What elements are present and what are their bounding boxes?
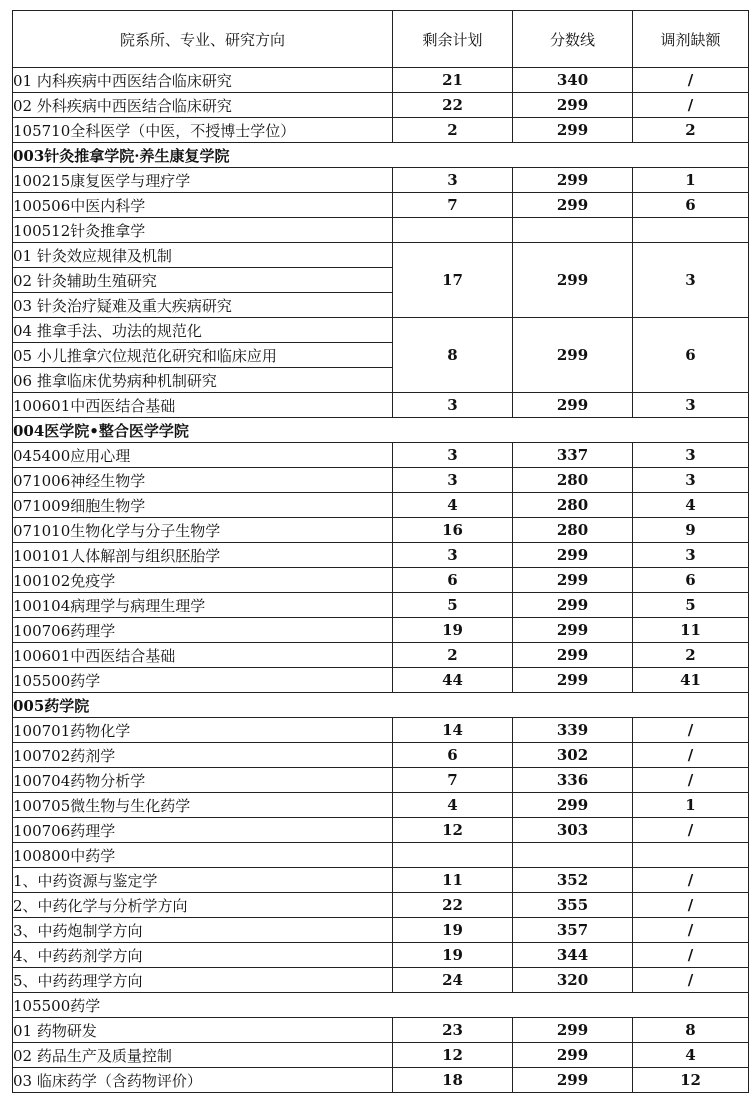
subject-header-row <box>13 993 749 1018</box>
plan-cell <box>393 218 513 243</box>
adjust-cell: 2 <box>633 118 749 143</box>
program-name: 02 药品生产及质量控制 <box>13 1043 393 1068</box>
program-name: 100101人体解剖与组织胚胎学 <box>13 543 393 568</box>
adjust-cell: 12 <box>633 1068 749 1093</box>
section-row <box>13 418 749 443</box>
program-name: 100215康复医学与理疗学 <box>13 168 393 193</box>
plan-cell: 11 <box>393 868 513 893</box>
score-cell: 280 <box>513 518 633 543</box>
table-row <box>13 968 749 993</box>
plan-cell: 4 <box>393 793 513 818</box>
plan-cell: 3 <box>393 443 513 468</box>
plan-cell: 6 <box>393 568 513 593</box>
plan-cell: 22 <box>393 893 513 918</box>
plan-cell: 19 <box>393 618 513 643</box>
plan-cell: 12 <box>393 818 513 843</box>
table-row <box>13 118 749 143</box>
plan-cell: 19 <box>393 918 513 943</box>
plan-cell <box>393 843 513 868</box>
table-row <box>13 718 749 743</box>
program-name: 100701药物化学 <box>13 718 393 743</box>
program-name: 4、中药药剂学方向 <box>13 943 393 968</box>
program-name: 100704药物分析学 <box>13 768 393 793</box>
plan-cell: 19 <box>393 943 513 968</box>
research-direction: 06 推拿临床优势病种机制研究 <box>13 368 393 393</box>
adjust-cell: / <box>633 968 749 993</box>
adjust-cell: 11 <box>633 618 749 643</box>
score-cell: 299 <box>513 393 633 418</box>
table-row <box>13 793 749 818</box>
section-row <box>13 143 749 168</box>
table-row <box>13 768 749 793</box>
adjust-cell: / <box>633 893 749 918</box>
score-cell: 280 <box>513 493 633 518</box>
plan-cell: 7 <box>393 193 513 218</box>
program-name: 071006神经生物学 <box>13 468 393 493</box>
table-row <box>13 493 749 518</box>
plan-cell: 44 <box>393 668 513 693</box>
table-row <box>13 1068 749 1093</box>
plan-cell: 14 <box>393 718 513 743</box>
table-row <box>13 868 749 893</box>
adjust-cell: 5 <box>633 593 749 618</box>
score-cell: 299 <box>513 318 633 393</box>
subject-header-row <box>13 218 749 243</box>
program-name: 03 临床药学（含药物评价） <box>13 1068 393 1093</box>
plan-cell: 3 <box>393 468 513 493</box>
program-name: 071010生物化学与分子生物学 <box>13 518 393 543</box>
research-direction: 03 针灸治疗疑难及重大疾病研究 <box>13 293 393 318</box>
score-cell: 320 <box>513 968 633 993</box>
program-name: 071009细胞生物学 <box>13 493 393 518</box>
score-cell: 344 <box>513 943 633 968</box>
col-header-adjust: 调剂缺额 <box>633 11 749 68</box>
program-name: 100706药理学 <box>13 818 393 843</box>
program-name: 100506中医内科学 <box>13 193 393 218</box>
program-name: 100705微生物与生化药学 <box>13 793 393 818</box>
plan-cell: 2 <box>393 643 513 668</box>
score-cell: 357 <box>513 918 633 943</box>
table-row <box>13 318 749 343</box>
plan-cell: 12 <box>393 1043 513 1068</box>
table-row <box>13 918 749 943</box>
adjust-cell: / <box>633 818 749 843</box>
table-row <box>13 443 749 468</box>
program-name: 105500药学 <box>13 668 393 693</box>
score-cell: 299 <box>513 243 633 318</box>
col-header-score: 分数线 <box>513 11 633 68</box>
adjust-cell: 41 <box>633 668 749 693</box>
program-name: 3、中药炮制学方向 <box>13 918 393 943</box>
adjust-cell: / <box>633 93 749 118</box>
adjust-cell: 3 <box>633 393 749 418</box>
section-title: 004医学院•整合医学学院 <box>13 418 749 443</box>
plan-cell: 21 <box>393 68 513 93</box>
adjust-cell: 3 <box>633 468 749 493</box>
table-row <box>13 593 749 618</box>
table-row <box>13 1018 749 1043</box>
plan-cell: 22 <box>393 93 513 118</box>
col-header-plan: 剩余计划 <box>393 11 513 68</box>
score-cell <box>513 218 633 243</box>
subject-header-row <box>13 843 749 868</box>
table-row <box>13 518 749 543</box>
research-direction: 02 针灸辅助生殖研究 <box>13 268 393 293</box>
plan-cell: 23 <box>393 1018 513 1043</box>
adjust-cell: / <box>633 918 749 943</box>
score-cell: 299 <box>513 1068 633 1093</box>
header-row <box>13 11 749 68</box>
adjust-cell: 4 <box>633 493 749 518</box>
program-name: 045400应用心理 <box>13 443 393 468</box>
score-cell: 336 <box>513 768 633 793</box>
adjust-cell <box>633 218 749 243</box>
score-cell: 299 <box>513 1043 633 1068</box>
score-cell: 299 <box>513 593 633 618</box>
subject-title: 100800中药学 <box>13 843 393 868</box>
adjust-cell: 1 <box>633 168 749 193</box>
score-cell: 340 <box>513 68 633 93</box>
score-cell <box>513 843 633 868</box>
adjust-cell: / <box>633 68 749 93</box>
table-row <box>13 668 749 693</box>
plan-cell: 2 <box>393 118 513 143</box>
program-name: 01 药物研发 <box>13 1018 393 1043</box>
col-header-name: 院系所、专业、研究方向 <box>13 11 393 68</box>
table-row <box>13 743 749 768</box>
research-direction: 01 针灸效应规律及机制 <box>13 243 393 268</box>
plan-cell: 18 <box>393 1068 513 1093</box>
table-row <box>13 643 749 668</box>
plan-cell: 3 <box>393 168 513 193</box>
subject-title: 105500药学 <box>13 993 749 1018</box>
score-cell: 299 <box>513 668 633 693</box>
score-cell: 299 <box>513 543 633 568</box>
score-cell: 299 <box>513 793 633 818</box>
score-cell: 299 <box>513 193 633 218</box>
plan-cell: 5 <box>393 593 513 618</box>
score-cell: 299 <box>513 1018 633 1043</box>
score-cell: 299 <box>513 568 633 593</box>
program-name: 1、中药资源与鉴定学 <box>13 868 393 893</box>
program-name: 100601中西医结合基础 <box>13 393 393 418</box>
table-row <box>13 243 749 268</box>
plan-cell: 7 <box>393 768 513 793</box>
plan-cell: 6 <box>393 743 513 768</box>
table-row <box>13 1043 749 1068</box>
plan-cell: 16 <box>393 518 513 543</box>
section-title: 003针灸推拿学院·养生康复学院 <box>13 143 749 168</box>
plan-cell: 24 <box>393 968 513 993</box>
score-cell: 355 <box>513 893 633 918</box>
table-row <box>13 193 749 218</box>
program-name: 02 外科疾病中西医结合临床研究 <box>13 93 393 118</box>
table-row <box>13 93 749 118</box>
adjust-cell: 6 <box>633 318 749 393</box>
score-cell: 352 <box>513 868 633 893</box>
table-row <box>13 818 749 843</box>
score-cell: 337 <box>513 443 633 468</box>
adjust-cell: / <box>633 943 749 968</box>
adjust-cell: 2 <box>633 643 749 668</box>
program-name: 100102免疫学 <box>13 568 393 593</box>
table-row <box>13 68 749 93</box>
section-title: 005药学院 <box>13 693 749 718</box>
plan-cell: 8 <box>393 318 513 393</box>
program-name: 01 内科疾病中西医结合临床研究 <box>13 68 393 93</box>
program-name: 2、中药化学与分析学方向 <box>13 893 393 918</box>
adjust-cell: 4 <box>633 1043 749 1068</box>
adjust-cell: 3 <box>633 543 749 568</box>
score-cell: 302 <box>513 743 633 768</box>
score-cell: 280 <box>513 468 633 493</box>
plan-cell: 3 <box>393 543 513 568</box>
score-cell: 303 <box>513 818 633 843</box>
adjust-cell: 3 <box>633 443 749 468</box>
subject-title: 100512针灸推拿学 <box>13 218 393 243</box>
score-cell: 339 <box>513 718 633 743</box>
table-row <box>13 468 749 493</box>
score-cell: 299 <box>513 118 633 143</box>
adjust-cell: 9 <box>633 518 749 543</box>
table-body <box>13 68 749 1093</box>
score-cell: 299 <box>513 93 633 118</box>
table-row <box>13 943 749 968</box>
score-cell: 299 <box>513 618 633 643</box>
adjust-cell: / <box>633 718 749 743</box>
adjust-cell: 3 <box>633 243 749 318</box>
adjust-cell <box>633 843 749 868</box>
program-name: 5、中药药理学方向 <box>13 968 393 993</box>
score-cell: 299 <box>513 168 633 193</box>
program-name: 100104病理学与病理生理学 <box>13 593 393 618</box>
table-row <box>13 168 749 193</box>
score-cell: 299 <box>513 643 633 668</box>
table-row <box>13 543 749 568</box>
table-row <box>13 568 749 593</box>
table-row <box>13 618 749 643</box>
adjust-cell: / <box>633 768 749 793</box>
plan-cell: 3 <box>393 393 513 418</box>
research-direction: 04 推拿手法、功法的规范化 <box>13 318 393 343</box>
admissions-table <box>12 10 749 1093</box>
program-name: 100601中西医结合基础 <box>13 643 393 668</box>
program-name: 100702药剂学 <box>13 743 393 768</box>
section-row <box>13 693 749 718</box>
table-row <box>13 893 749 918</box>
adjust-cell: 6 <box>633 193 749 218</box>
program-name: 105710全科医学（中医，不授博士学位） <box>13 118 393 143</box>
adjust-cell: 1 <box>633 793 749 818</box>
adjust-cell: / <box>633 743 749 768</box>
adjust-cell: 6 <box>633 568 749 593</box>
table-row <box>13 393 749 418</box>
adjust-cell: 8 <box>633 1018 749 1043</box>
program-name: 100706药理学 <box>13 618 393 643</box>
adjust-cell: / <box>633 868 749 893</box>
plan-cell: 17 <box>393 243 513 318</box>
research-direction: 05 小儿推拿穴位规范化研究和临床应用 <box>13 343 393 368</box>
plan-cell: 4 <box>393 493 513 518</box>
